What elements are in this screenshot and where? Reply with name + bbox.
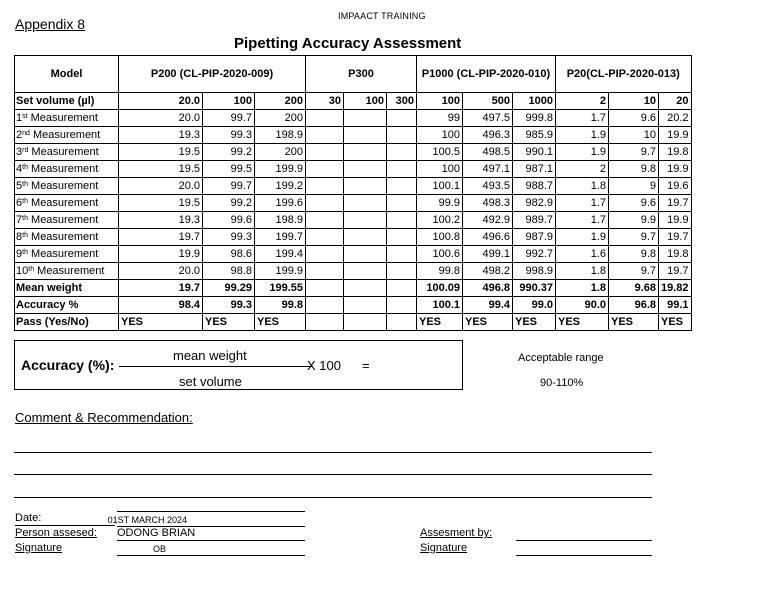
table-cell: 19.82 (659, 280, 692, 297)
table-cell: 1.8 (556, 263, 609, 280)
date-top-line (117, 511, 305, 512)
table-cell: 1.7 (556, 195, 609, 212)
table-cell: 500 (463, 93, 513, 110)
table-cell: 99.3 (203, 297, 255, 314)
row-label: Set volume (µl) (15, 93, 119, 110)
table-cell (387, 178, 417, 195)
row-label-text: Measurement (27, 213, 99, 226)
row-label-ordinal: th (22, 248, 28, 256)
table-cell (344, 127, 387, 144)
row-label (15, 178, 119, 195)
row-label-text: Measurement (27, 162, 99, 175)
table-cell: 1.7 (556, 110, 609, 127)
row-label (15, 161, 119, 178)
table-cell (344, 263, 387, 280)
table-cell: 30 (306, 93, 344, 110)
person-assessed-value: ODONG BRIAN (117, 527, 196, 539)
table-cell: 990.1 (513, 144, 556, 161)
formula-denominator: set volume (179, 374, 242, 389)
table-row (15, 127, 692, 144)
signature2-label: Signature (420, 542, 468, 554)
table-cell: 100.1 (417, 297, 463, 314)
table-cell: 498.5 (463, 144, 513, 161)
table-cell: 100.2 (417, 212, 463, 229)
row-label-ordinal: th (22, 180, 28, 188)
table-cell (387, 229, 417, 246)
table-cell: 19.5 (119, 161, 203, 178)
table-cell: 987.9 (513, 229, 556, 246)
table-cell: 496.8 (463, 280, 513, 297)
table-cell: 98.8 (203, 263, 255, 280)
table-cell (387, 263, 417, 280)
table-cell (344, 280, 387, 297)
date-label: Date: (15, 512, 42, 524)
table-cell: 99.9 (417, 195, 463, 212)
table-cell: 496.3 (463, 127, 513, 144)
table-cell: 100.09 (417, 280, 463, 297)
table-cell (387, 161, 417, 178)
formula-numerator: mean weight (173, 348, 247, 363)
assessed-by-label: Assesment by: (420, 527, 493, 539)
table-cell: YES (609, 314, 659, 331)
table-row (15, 314, 692, 331)
table-cell: 199.7 (255, 229, 306, 246)
table-cell: 9.7 (609, 229, 659, 246)
table-cell: 20.2 (659, 110, 692, 127)
row-label-text: Measurement (27, 111, 98, 124)
table-cell: 1.6 (556, 246, 609, 263)
table-cell (344, 246, 387, 263)
row-label-number: 3 (16, 145, 23, 158)
table-row (15, 280, 692, 297)
table-cell: 497.1 (463, 161, 513, 178)
table-cell (344, 161, 387, 178)
table-cell (306, 280, 344, 297)
row-label-number: 9 (16, 247, 23, 260)
table-cell: 19.9 (659, 212, 692, 229)
table-cell: YES (119, 314, 203, 331)
table-cell: YES (255, 314, 306, 331)
table-cell (387, 144, 417, 161)
table-cell: 989.7 (513, 212, 556, 229)
table-cell: 1.8 (556, 280, 609, 297)
table-cell: 9.6 (609, 195, 659, 212)
table-cell: 19.7 (119, 229, 203, 246)
table-cell: 982.9 (513, 195, 556, 212)
table-cell: 99.8 (417, 263, 463, 280)
row-label-ordinal: th (22, 231, 28, 239)
table-cell: 1.9 (556, 144, 609, 161)
table-cell (344, 297, 387, 314)
formula-multiplier: X 100 (307, 358, 341, 373)
row-label-text: Measurement (27, 230, 99, 243)
row-label-number: 6 (16, 196, 23, 209)
table-cell: 19.8 (659, 246, 692, 263)
table-cell: 100 (344, 93, 387, 110)
table-cell: YES (556, 314, 609, 331)
table-row (15, 246, 692, 263)
table-cell: 1.9 (556, 127, 609, 144)
person-assessed-label: Person assesed: (15, 527, 97, 539)
table-cell: 100 (203, 93, 255, 110)
table-cell: 9.9 (609, 212, 659, 229)
table-cell: 2 (556, 161, 609, 178)
table-row (15, 212, 692, 229)
table-cell: 19.3 (119, 212, 203, 229)
row-label-number: 4 (16, 162, 23, 175)
row-label (15, 144, 119, 161)
table-cell (344, 178, 387, 195)
table-cell: 99.3 (203, 229, 255, 246)
row-label (15, 263, 119, 280)
row-label (15, 110, 119, 127)
group-header-p300: P300 (306, 56, 417, 93)
table-row (15, 178, 692, 195)
table-cell: 20.0 (119, 110, 203, 127)
table-cell: 99.1 (659, 297, 692, 314)
row-label-number: 1 (16, 111, 23, 124)
table-cell (344, 144, 387, 161)
table-cell (306, 314, 344, 331)
row-label-ordinal: th (22, 197, 28, 205)
signature2-line (516, 555, 652, 556)
row-label (15, 195, 119, 212)
table-cell: 199.4 (255, 246, 306, 263)
row-label-ordinal: nd (22, 129, 30, 137)
table-cell: 19.6 (659, 178, 692, 195)
date-value: 01ST MARCH 2024 (107, 515, 187, 525)
formula-equals: = (362, 358, 370, 373)
table-cell: 99.3 (203, 127, 255, 144)
header-top-text: IMPAACT TRAINING (338, 11, 426, 21)
table-cell: YES (659, 314, 692, 331)
table-cell: 199.9 (255, 263, 306, 280)
table-cell: 198.9 (255, 127, 306, 144)
table-cell: 99.6 (203, 212, 255, 229)
table-cell: 999.8 (513, 110, 556, 127)
signature-value: OB (153, 544, 167, 554)
acceptable-range-label: Acceptable range (518, 352, 604, 364)
row-label-text: Measurement (28, 145, 99, 158)
row-label-ordinal: st (22, 112, 28, 120)
table-row (15, 297, 692, 314)
table-cell (306, 127, 344, 144)
table-cell: 498.3 (463, 195, 513, 212)
pipette-accuracy-table (14, 55, 692, 331)
table-cell: 99.0 (513, 297, 556, 314)
comment-heading: Comment & Recommendation: (15, 410, 193, 425)
table-cell (306, 178, 344, 195)
row-label-text: Measurement (27, 179, 99, 192)
table-cell: 19.7 (659, 263, 692, 280)
table-cell: 497.5 (463, 110, 513, 127)
row-label-text: Measurement (34, 264, 105, 277)
table-cell: 9.7 (609, 263, 659, 280)
model-header: Model (15, 56, 119, 93)
table-cell: 988.7 (513, 178, 556, 195)
table-row (15, 161, 692, 178)
table-cell: 100.5 (417, 144, 463, 161)
table-cell: 99 (417, 110, 463, 127)
table-cell: 985.9 (513, 127, 556, 144)
row-label: Pass (Yes/No) (15, 314, 119, 331)
row-label-text: Measurement (29, 128, 101, 141)
table-cell: 99.7 (203, 178, 255, 195)
table-row (15, 144, 692, 161)
table-cell: YES (417, 314, 463, 331)
table-cell (387, 246, 417, 263)
table-cell: 987.1 (513, 161, 556, 178)
accuracy-formula-box (14, 340, 463, 390)
table-cell: YES (203, 314, 255, 331)
row-label-number: 2 (16, 128, 23, 141)
row-label-number: 7 (16, 213, 23, 226)
date-label-underline (15, 525, 115, 526)
table-row (15, 195, 692, 212)
row-label-ordinal: th (28, 265, 35, 273)
table-cell: 200 (255, 110, 306, 127)
table-cell: 100 (417, 93, 463, 110)
table-cell: 9.7 (609, 144, 659, 161)
table-cell: 10 (609, 127, 659, 144)
row-label-number: 8 (16, 230, 23, 243)
table-cell (344, 314, 387, 331)
table-cell: 100.1 (417, 178, 463, 195)
table-cell: 992.7 (513, 246, 556, 263)
accuracy-formula-label: Accuracy (%): (21, 357, 115, 373)
group-header-p200: P200 (CL-PIP-2020-009) (119, 56, 306, 93)
table-cell: 9.68 (609, 280, 659, 297)
table-cell: 19.9 (659, 161, 692, 178)
table-cell: 99.29 (203, 280, 255, 297)
table-cell: 498.2 (463, 263, 513, 280)
table-cell: 990.37 (513, 280, 556, 297)
table-cell: 300 (387, 93, 417, 110)
table-cell: 10 (609, 93, 659, 110)
table-cell (306, 246, 344, 263)
table-cell: 19.7 (119, 280, 203, 297)
table-cell: 9.6 (609, 110, 659, 127)
table-cell: 199.2 (255, 178, 306, 195)
table-cell: 20.0 (119, 263, 203, 280)
table-cell: 2 (556, 93, 609, 110)
comment-line (14, 452, 652, 453)
table-cell: 1000 (513, 93, 556, 110)
row-label-text: Measurement (27, 247, 99, 260)
table-cell (387, 297, 417, 314)
table-cell: 20.0 (119, 93, 203, 110)
table-cell: 499.1 (463, 246, 513, 263)
table-cell: 19.8 (659, 144, 692, 161)
table-cell: 99.8 (255, 297, 306, 314)
table-cell: 998.9 (513, 263, 556, 280)
comment-line (14, 474, 652, 475)
table-cell (306, 212, 344, 229)
assessed-by-line (516, 540, 652, 541)
table-cell: 19.5 (119, 195, 203, 212)
table-cell (306, 110, 344, 127)
table-header-row (15, 56, 692, 93)
table-cell: 496.6 (463, 229, 513, 246)
table-cell: 99.7 (203, 110, 255, 127)
table-cell: 100.8 (417, 229, 463, 246)
row-label-ordinal: rd (22, 146, 29, 154)
row-label-ordinal: th (22, 214, 28, 222)
table-cell: 90.0 (556, 297, 609, 314)
table-cell: 1.7 (556, 212, 609, 229)
table-cell: 1.9 (556, 229, 609, 246)
table-cell: 198.9 (255, 212, 306, 229)
table-cell (387, 195, 417, 212)
table-cell: 98.4 (119, 297, 203, 314)
table-cell: 20 (659, 93, 692, 110)
table-cell: 96.8 (609, 297, 659, 314)
row-label-number: 5 (16, 179, 23, 192)
comment-line (14, 497, 652, 498)
person-value-line (117, 540, 305, 541)
table-cell: 199.9 (255, 161, 306, 178)
table-cell (387, 127, 417, 144)
table-cell: 19.7 (659, 195, 692, 212)
table-cell (387, 110, 417, 127)
table-cell (306, 161, 344, 178)
appendix-label: Appendix 8 (15, 16, 86, 32)
row-label (15, 229, 119, 246)
table-cell (387, 314, 417, 331)
table-cell: 99.2 (203, 195, 255, 212)
table-cell: 9 (609, 178, 659, 195)
row-label: Mean weight (15, 280, 119, 297)
table-row (15, 110, 692, 127)
table-cell: 19.9 (659, 127, 692, 144)
table-cell: 199.55 (255, 280, 306, 297)
table-cell: 20.0 (119, 178, 203, 195)
group-header-p1000: P1000 (CL-PIP-2020-010) (417, 56, 556, 93)
table-cell (306, 297, 344, 314)
table-cell (306, 229, 344, 246)
signature-line (117, 555, 305, 556)
table-cell: 493.5 (463, 178, 513, 195)
table-cell: 19.3 (119, 127, 203, 144)
table-row (15, 93, 692, 110)
table-cell: 100 (417, 161, 463, 178)
row-label-number: 10 (16, 264, 29, 277)
table-cell: 19.9 (119, 246, 203, 263)
acceptable-range-value: 90-110% (540, 377, 584, 389)
row-label (15, 127, 119, 144)
table-cell: 99.5 (203, 161, 255, 178)
table-cell: 99.4 (463, 297, 513, 314)
row-label: Accuracy % (15, 297, 119, 314)
table-cell: YES (513, 314, 556, 331)
table-cell (344, 212, 387, 229)
row-label-ordinal: th (22, 163, 28, 171)
table-cell: 492.9 (463, 212, 513, 229)
row-label (15, 212, 119, 229)
fraction-line (119, 366, 312, 367)
table-cell: 19.5 (119, 144, 203, 161)
table-cell: YES (463, 314, 513, 331)
table-cell (306, 195, 344, 212)
table-cell (344, 229, 387, 246)
table-cell: 98.6 (203, 246, 255, 263)
table-row (15, 263, 692, 280)
table-cell (344, 195, 387, 212)
table-cell: 200 (255, 144, 306, 161)
table-cell: 99.2 (203, 144, 255, 161)
table-cell (306, 263, 344, 280)
table-cell: 100.6 (417, 246, 463, 263)
table-cell (306, 144, 344, 161)
table-cell: 200 (255, 93, 306, 110)
table-cell (344, 110, 387, 127)
table-cell: 9.8 (609, 246, 659, 263)
row-label (15, 246, 119, 263)
table-cell: 1.8 (556, 178, 609, 195)
table-cell: 19.7 (659, 229, 692, 246)
table-cell (387, 212, 417, 229)
group-header-p20: P20(CL-PIP-2020-013) (556, 56, 692, 93)
table-cell: 100 (417, 127, 463, 144)
table-cell (387, 280, 417, 297)
table-row (15, 229, 692, 246)
table-cell: 9.8 (609, 161, 659, 178)
table-cell: 199.6 (255, 195, 306, 212)
row-label-text: Measurement (27, 196, 99, 209)
signature-label: Signature (15, 542, 63, 554)
page-title: Pipetting Accuracy Assessment (234, 35, 462, 52)
